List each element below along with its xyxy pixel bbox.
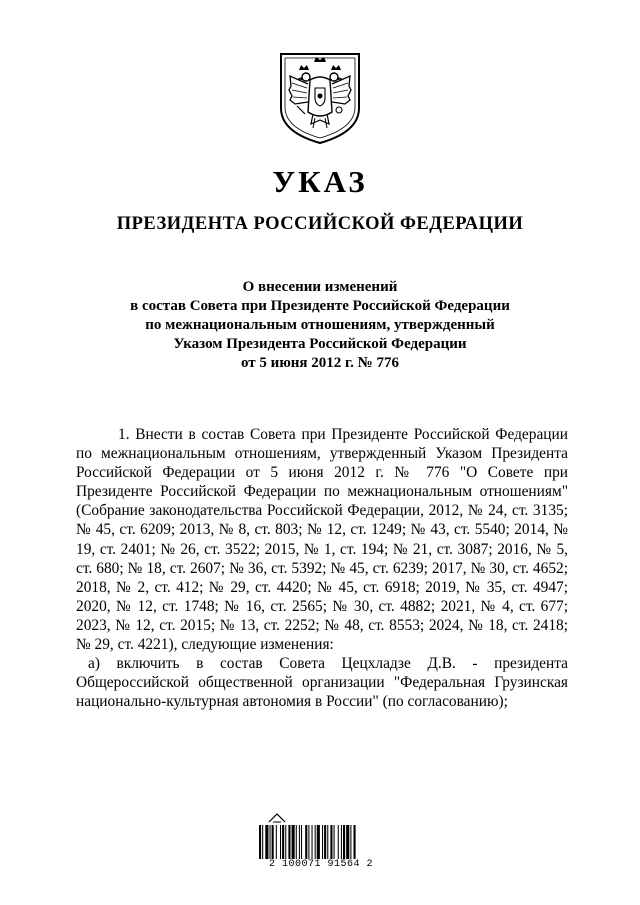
barcode-bar: [299, 825, 300, 859]
barcode-bar: [285, 825, 286, 859]
barcode-bar: [312, 825, 313, 859]
barcode-bar: [288, 825, 290, 859]
coat-of-arms-emblem-icon: [275, 50, 365, 146]
barcode-bar: [282, 825, 284, 859]
barcode-bar: [334, 825, 335, 859]
barcode-bar: [324, 825, 326, 859]
document-type-title: УКАЗ: [272, 164, 368, 199]
barcode-bar: [354, 825, 356, 859]
barcode-bar: [350, 825, 351, 859]
subject-line: в состав Совета при Президенте Российской Федерации: [130, 298, 510, 314]
decree-subject: [60, 278, 580, 373]
subject-line: Указом Президента Российской Федерации: [173, 336, 467, 352]
barcode-bar: [330, 825, 332, 859]
barcode-bar: [292, 825, 295, 859]
barcode-bar: [305, 825, 307, 859]
subject-line: О внесении изменений: [242, 279, 398, 295]
barcode-bar: [262, 825, 263, 859]
barcode-mark-icon: [268, 813, 286, 823]
subject-line: по межнациональным отношениям, утвержденный: [145, 317, 495, 333]
barcode-bar: [341, 825, 342, 859]
barcode-bar: [322, 825, 323, 859]
barcode-bar: [270, 825, 271, 859]
barcode-bar: [301, 825, 302, 859]
barcode-bars-icon: [258, 825, 386, 859]
decree-body: [76, 425, 568, 711]
barcode-number: 2 100071 91564 2: [268, 859, 373, 870]
barcode-bar: [296, 825, 297, 859]
barcode-bar: [346, 825, 349, 859]
barcode-bar: [343, 825, 345, 859]
barcode-bar: [308, 825, 309, 859]
paragraph-2: а) включить в состав Совета Цецхладзе Д.В. - президента Общероссийской общественной организации "Федеральная Грузинская национально-культурная автономия в России" (по согласованию);: [76, 655, 568, 711]
barcode-bar: [276, 825, 277, 859]
barcode-bar: [265, 825, 268, 859]
barcode-bar: [259, 825, 261, 859]
barcode-bar: [280, 825, 281, 859]
paragraph-1: 1. Внести в состав Совета при Президенте Российской Федерации по межнациональным отношениям, утвержденный Указом Президента Российской Федерации от 5 июня 2012 г. № 776 "О Совете при Президенте Российской Федерации по межнациональным отношениям" (Собрание законодательства Российской Федерации, 2012, № 24, ст. 3135; № 45, ст. 6209; 2013, № 8, ст. 803; № 12, ст. 1249; № 43, ст. 5540; 2014, № 19, ст. 2401; № 26, ст. 3522; 2015, № 1, ст. 194; № 21, ст. 3087; 2016, № 5, ст. 680; № 18, ст. 2607; № 36, ст. 5392; № 45, ст. 6239; 2017, № 30, ст. 4652; 2018, № 2, ст. 412; № 29, ст. 4420; № 45, ст. 6918; 2019, № 35, ст. 4947; 2020, № 12, ст. 1748; № 16, ст. 2565; № 30, ст. 4882; 2021, № 4, ст. 677; 2023, № 12, ст. 2015; № 13, ст. 2252; № 48, ст. 8553; 2024, № 18, ст. 2418; № 29, ст. 4221), следующие изменения:: [76, 426, 568, 654]
barcode-bar: [272, 825, 274, 859]
barcode-bar: [338, 825, 339, 859]
barcode-bar: [327, 825, 328, 859]
barcode: [254, 813, 388, 873]
subject-line: от 5 июня 2012 г. № 776: [241, 355, 399, 371]
issuer-title: ПРЕЗИДЕНТА РОССИЙСКОЙ ФЕДЕРАЦИИ: [116, 214, 524, 234]
barcode-bar: [315, 825, 316, 859]
barcode-bar: [317, 825, 320, 859]
